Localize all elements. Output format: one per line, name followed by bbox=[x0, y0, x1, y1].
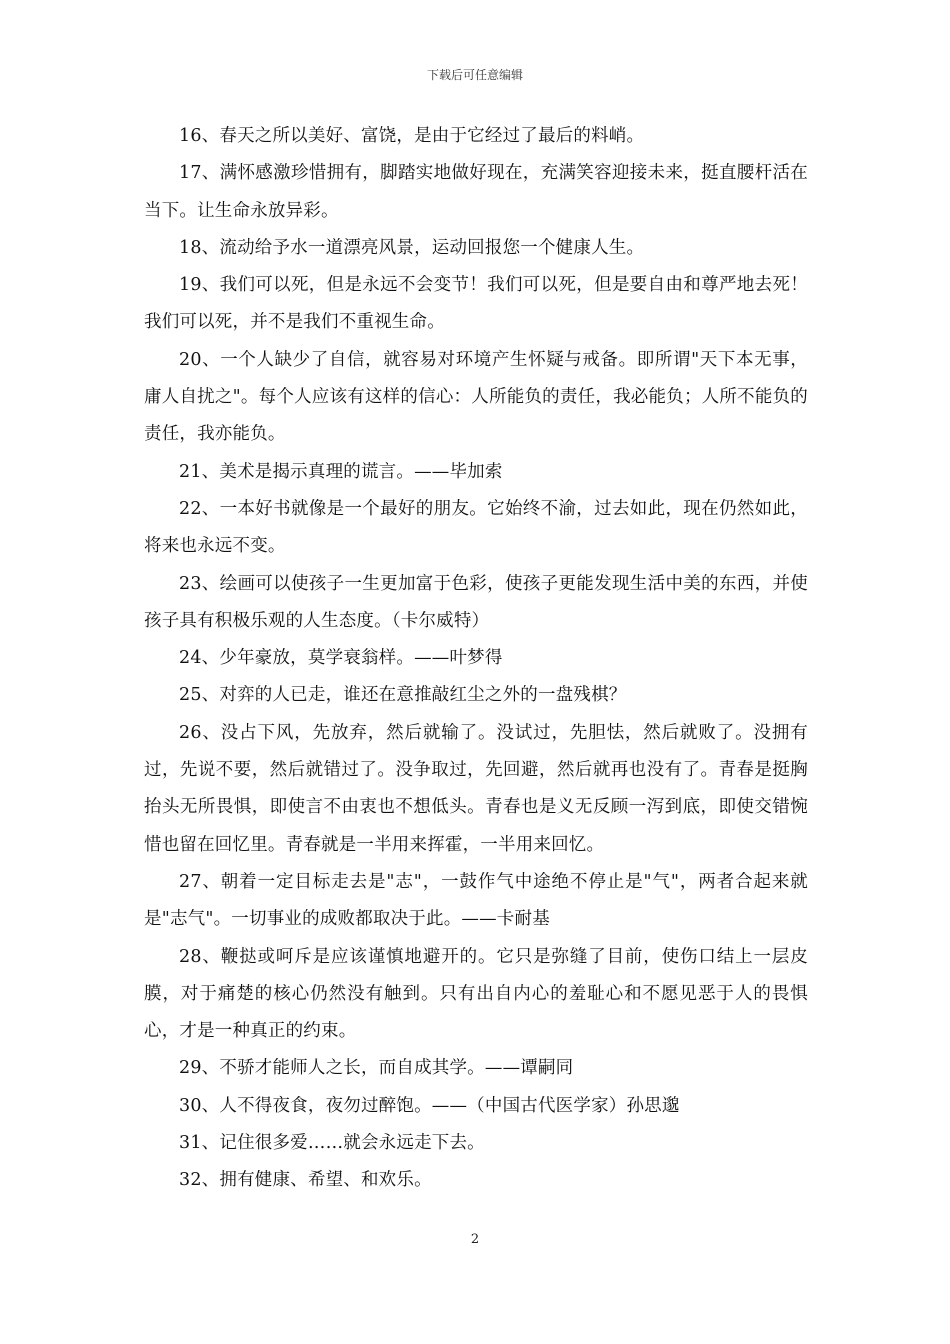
paragraph: 21、美术是揭示真理的谎言。——毕加索 bbox=[179, 461, 503, 482]
paragraph: 28、鞭挞或呵斥是应该谨慎地避开的。它只是弥缝了目前，使伤口结上一层皮膜，对于痛楚的核心仍然没有触到。只有出自内心的羞耻心和不愿见恶于人的畏惧心，才是一种真正的约束。 bbox=[144, 946, 808, 1042]
paragraph: 32、拥有健康、希望、和欢乐。 bbox=[179, 1170, 432, 1191]
paragraph: 27、朝着一定目标走去是"志"，一鼓作气中途绝不停止是"气"，两者合起来就是"志气"。一切事业的成败都取决于此。——卡耐基 bbox=[144, 871, 808, 930]
paragraph: 22、一本好书就像是一个最好的朋友。它始终不渝，过去如此，现在仍然如此，将来也永远不变。 bbox=[144, 498, 808, 557]
paragraph: 23、绘画可以使孩子一生更加富于色彩，使孩子更能发现生活中美的东西，并使孩子具有积极乐观的人生态度。（卡尔威特） bbox=[144, 573, 808, 631]
document-body bbox=[144, 118, 808, 1200]
paragraph: 26、没占下风，先放弃，然后就输了。没试过，先胆怯，然后就败了。没拥有过，先说不要，然后就错过了。没争取过，先回避，然后就再也没有了。青春是挺胸抬头无所畏惧，即使言不由衷也不想低头。青春也是义无反顾一泻到底，即使交错惋惜也留在回忆里。青春就是一半用来挥霍，一半用来回忆。 bbox=[144, 722, 808, 855]
paragraph: 31、记住很多爱……就会永远走下去。 bbox=[179, 1133, 485, 1154]
paragraph: 16、春天之所以美好、富饶，是由于它经过了最后的料峭。 bbox=[179, 126, 645, 146]
page-header: 下载后可任意编辑 bbox=[426, 68, 523, 82]
paragraph: 20、一个人缺少了自信，就容易对环境产生怀疑与戒备。即所谓"天下本无事，庸人自扰之"。每个人应该有这样的信心：人所能负的责任，我必能负；人所不能负的责任，我亦能负。 bbox=[144, 349, 808, 445]
page-number: 2 bbox=[470, 1232, 480, 1247]
paragraph: 17、满怀感激珍惜拥有，脚踏实地做好现在，充满笑容迎接未来，挺直腰杆活在当下。让生命永放异彩。 bbox=[144, 163, 808, 221]
paragraph: 29、不骄才能师人之长，而自成其学。——谭嗣同 bbox=[179, 1058, 574, 1079]
paragraph: 25、对弈的人已走，谁还在意推敲红尘之外的一盘残棋？ bbox=[179, 685, 627, 706]
paragraph: 30、人不得夜食，夜勿过醉饱。——（中国古代医学家）孙思邈 bbox=[179, 1095, 680, 1116]
paragraph: 19、我们可以死，但是永远不会变节！我们可以死，但是要自由和尊严地去死！我们可以死，并不是我们不重视生命。 bbox=[144, 275, 808, 333]
paragraph: 18、流动给予水一道漂亮风景，运动回报您一个健康人生。 bbox=[179, 237, 645, 258]
paragraph: 24、少年豪放，莫学衰翁样。——叶梦得 bbox=[179, 648, 503, 669]
